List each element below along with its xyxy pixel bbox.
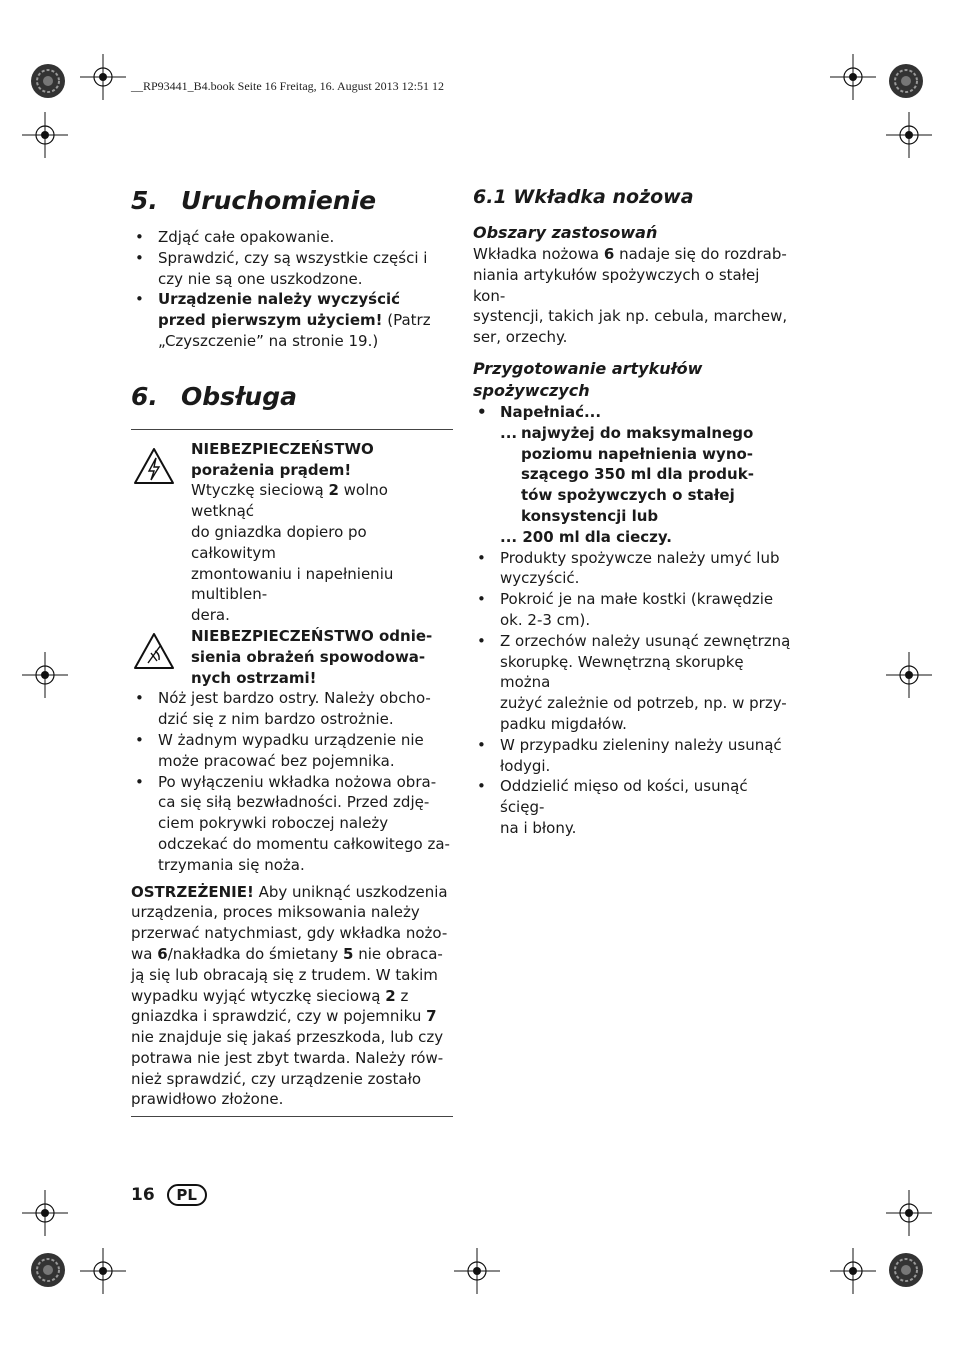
list-item: • Z orzechów należy usunąć zewnętrzną skorupkę. Wewnętrzną skorupkę można zużyć zależnie od potrzeb, np. w przy- padku migdałów. — [473, 631, 795, 735]
warning-electric-shock — [131, 439, 453, 626]
print-file-info: __RP93441_B4.book Seite 16 Freitag, 16. August 2013 12:51 12 — [131, 79, 445, 93]
part-number: 2 — [328, 481, 339, 500]
bold-text: Urządzenie należy wyczyścić — [158, 290, 401, 309]
registration-crosshair-icon — [22, 1190, 68, 1236]
registration-crosshair-icon — [22, 112, 68, 158]
part-number: 6 — [157, 944, 168, 963]
color-calibration-wheel-icon — [30, 63, 66, 99]
left-column — [131, 186, 453, 1117]
section-5-heading — [131, 186, 453, 215]
color-calibration-wheel-icon — [30, 1252, 66, 1288]
section-number: 6. — [131, 381, 158, 411]
warning-blade-injury — [131, 626, 453, 688]
reference-text: „Czyszczenie” na stronie 19.) — [158, 331, 379, 350]
registration-crosshair-icon — [80, 1248, 126, 1294]
list-item: • Zdjąć całe opakowanie. — [131, 227, 453, 248]
registration-crosshair-icon — [886, 112, 932, 158]
warning-title: NIEBEZPIECZEŃSTWO — [191, 439, 374, 458]
section-title: Uruchomienie — [181, 186, 377, 215]
warning-text: dera. — [191, 606, 230, 625]
list-item-bold — [131, 289, 453, 351]
list-item: • Po wyłączeniu wkładka nożowa obra- ca się siłą bezwładności. Przed zdję- ciem pokrywki roboczej należy odczekać do momentu całkowitego za- trzymania się noża. — [131, 772, 453, 876]
list-item: • Pokroić je na małe kostki (krawędzie ok. 2-3 cm). — [473, 589, 795, 631]
section-title: Obsługa — [181, 381, 297, 411]
list-item: • Oddzielić mięso od kości, usunąć ścięg- na i błony. — [473, 776, 795, 838]
section-number: 5. — [131, 186, 158, 215]
part-number: 6 — [603, 245, 615, 263]
bold-text: przed pierwszym użyciem! — [158, 311, 383, 330]
list-item: • Sprawdzić, czy są wszystkie części i czy nie są one uszkodzone. — [131, 248, 453, 290]
caution-paragraph: OSTRZEŻENIE! Aby uniknąć uszkodzenia urządzenia, proces miksowania należy przerwać natychmiast, gdy wkładka nożo- wa 6/nakładka do śmietany 5 nie obraca- ją się lub obracają się z trudem. W takim wypadku wyjąć wtyczkę sieciową 2 z gniazdka i sprawdzić, czy w pojemniku 7 nie znajduje się jakaś przeszkoda, lub czy potrawa nie jest zbyt twarda. Należy rów- nież sprawdzić, czy urządzenie zostało prawidłowo złożone. — [131, 882, 448, 1109]
fill-instructions — [473, 423, 795, 548]
list-item: • Produkty spożywcze należy umyć lub wyczyścić. — [473, 548, 795, 590]
subsection-heading: 6.1 Wkładka nożowa — [473, 186, 694, 208]
warning-title: NIEBEZPIECZEŃSTWO odnie- — [191, 626, 433, 645]
registration-crosshair-icon — [830, 1248, 876, 1294]
registration-crosshair-icon — [886, 1190, 932, 1236]
warning-title: nych ostrzami! — [191, 668, 317, 687]
part-number: 2 — [385, 986, 396, 1005]
section-6-heading — [131, 382, 453, 411]
part-number: 7 — [426, 1007, 437, 1026]
language-badge: PL — [167, 1184, 207, 1206]
caution-label: OSTRZEŻENIE! — [131, 882, 254, 901]
warning-title: sienia obrażeń spowodowa- — [191, 647, 426, 666]
color-calibration-wheel-icon — [888, 63, 924, 99]
subheading-preparation: Przygotowanie artykułów spożywczych — [473, 358, 703, 400]
divider — [131, 1116, 453, 1117]
registration-crosshair-icon — [886, 652, 932, 698]
blade-hazard-warning-icon — [133, 632, 175, 670]
list-item: • Nóż jest bardzo ostry. Należy obcho- dzić się z nim bardzo ostrożnie. — [131, 688, 453, 730]
registration-crosshair-icon — [830, 54, 876, 100]
warning-text: Wtyczkę sieciową — [191, 481, 324, 500]
scope-paragraph: Wkładka nożowa 6 nadaje się do rozdrab- niania artykułów spożywczych o stałej kon- systencji, takich jak np. cebula, marchew, ser, orzechy. — [473, 245, 788, 347]
fill-limit-solid: ... najwyżej do maksymalnego poziomu napełnienia wyno- szącego 350 ml dla produk- tów spożywczych o stałej konsystencji lub — [500, 423, 754, 525]
warning-text: wolno wetknąć — [191, 481, 388, 521]
electric-shock-warning-icon — [133, 447, 175, 485]
subheading-scope: Obszary zastosowań — [473, 223, 658, 242]
page-footer — [131, 1184, 207, 1206]
color-calibration-wheel-icon — [888, 1252, 924, 1288]
right-column — [473, 186, 795, 839]
warning-title: porażenia prądem! — [191, 460, 352, 479]
registration-crosshair-icon — [80, 54, 126, 100]
reference-text: (Patrz — [387, 311, 431, 330]
warning-text: do gniazdka dopiero po całkowitym — [191, 522, 367, 562]
part-number: 5 — [343, 944, 354, 963]
list-item-fill: • Napełniać... — [473, 402, 795, 423]
warning-text: zmontowaniu i napełnieniu multiblen- — [191, 564, 394, 604]
list-item: • W przypadku zieleniny należy usunąć łodygi. — [473, 735, 795, 777]
registration-crosshair-icon — [22, 652, 68, 698]
list-item: • W żadnym wypadku urządzenie nie może pracować bez pojemnika. — [131, 730, 453, 772]
fill-limit-liquid: ... 200 ml dla cieczy. — [500, 527, 672, 546]
divider — [131, 429, 453, 430]
registration-crosshair-icon — [454, 1248, 500, 1294]
page-number: 16 — [131, 1185, 155, 1205]
